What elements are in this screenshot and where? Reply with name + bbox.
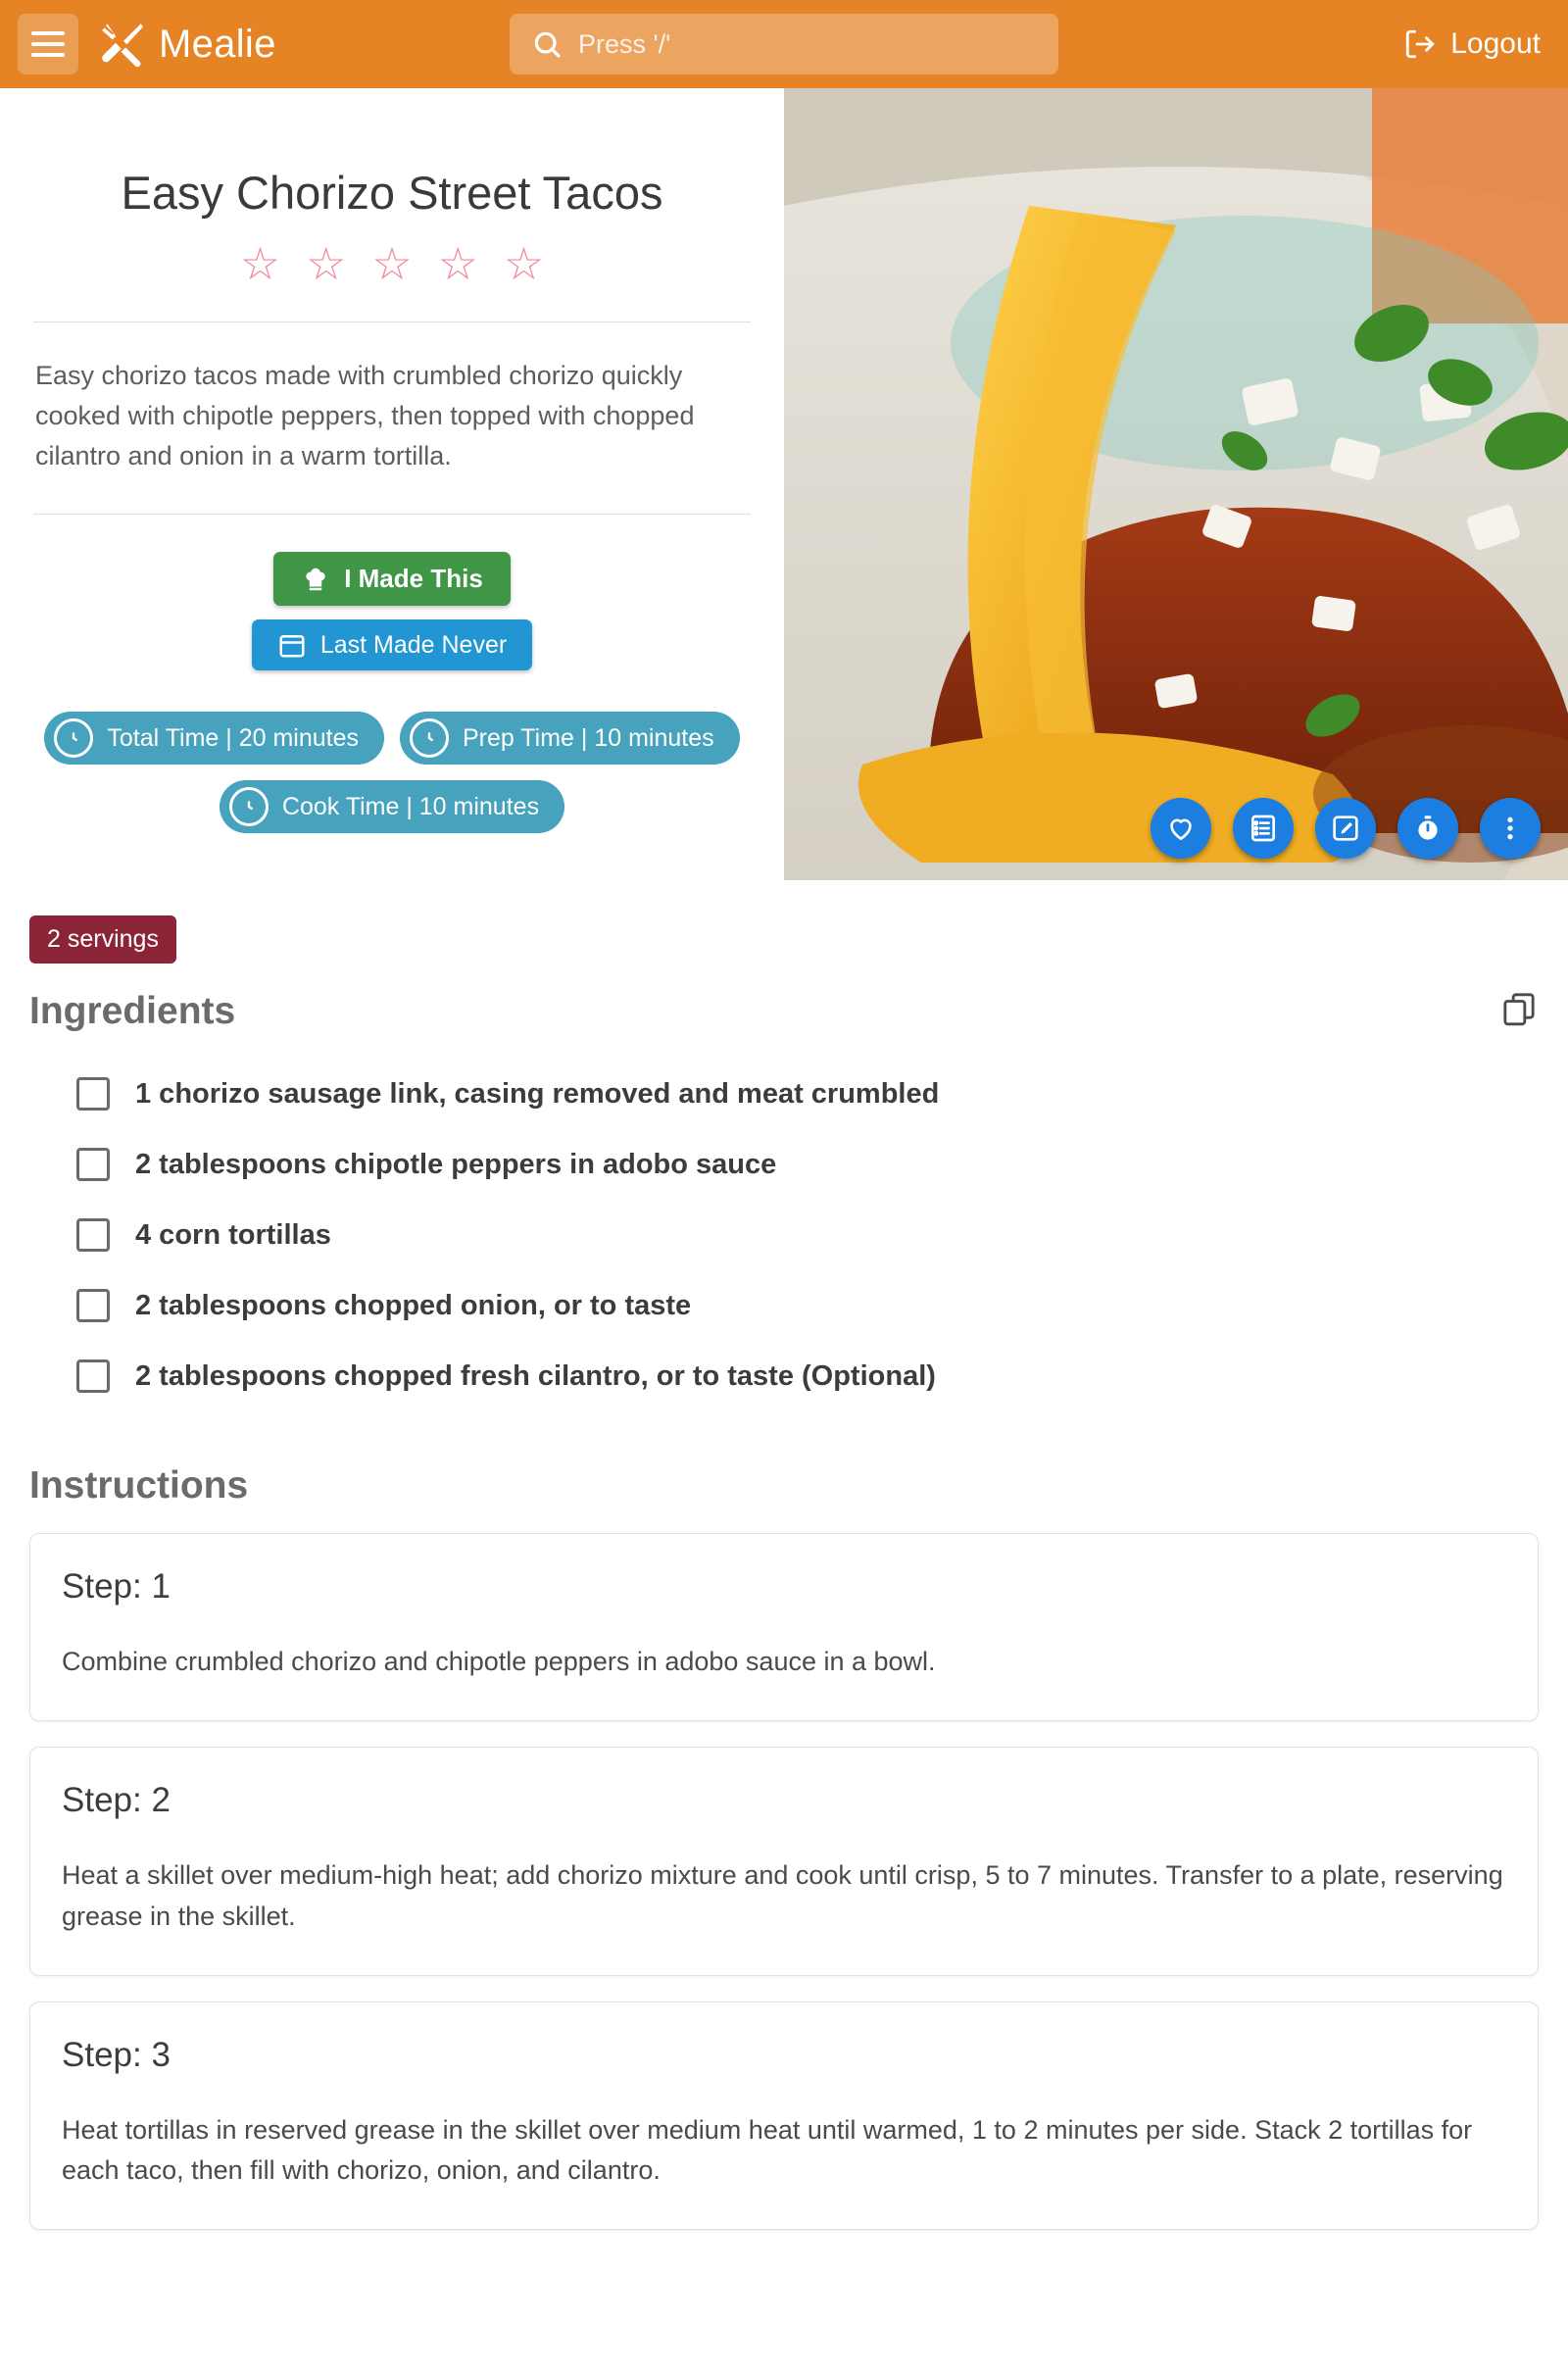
- logout-icon: [1403, 27, 1437, 61]
- app-title: Mealie: [159, 22, 276, 66]
- ingredient-checkbox[interactable]: [76, 1218, 110, 1252]
- tacos-photo: [784, 88, 1568, 880]
- star-icon[interactable]: ☆: [437, 238, 478, 290]
- time-chips: [33, 712, 751, 833]
- instruction-step: [29, 1747, 1539, 1976]
- chef-hat-icon: [301, 565, 330, 594]
- ingredient-label: 2 tablespoons chopped fresh cilantro, or to taste (Optional): [135, 1359, 936, 1392]
- divider: [33, 514, 751, 515]
- ingredient-label: 2 tablespoons chipotle peppers in adobo sauce: [135, 1148, 777, 1180]
- hamburger-menu-icon[interactable]: [18, 14, 78, 74]
- ingredients-list: [29, 1059, 1539, 1411]
- logout-button[interactable]: [1403, 27, 1550, 61]
- cook-time-chip[interactable]: [220, 780, 564, 833]
- step-label: Step: 2: [62, 1780, 171, 1819]
- fork-knife-icon: [92, 14, 153, 74]
- step-text: Heat tortillas in reserved grease in the skillet over medium heat until warmed, 1 to 2 minutes per side. Stack 2 tortillas for each taco, then fill with chorizo, onion, and cilantro.: [62, 2114, 1473, 2186]
- ingredient-checkbox[interactable]: [76, 1359, 110, 1393]
- copy-icon[interactable]: [1499, 989, 1539, 1033]
- last-made-label: Last Made Never: [319, 630, 508, 659]
- divider: [33, 321, 751, 322]
- ingredient-label: 2 tablespoons chopped onion, or to taste: [135, 1289, 692, 1321]
- ingredients-header: [29, 989, 1539, 1033]
- recipe-action-buttons: [1151, 798, 1541, 859]
- star-icon[interactable]: ☆: [239, 238, 281, 290]
- step-label: Step: 1: [62, 1567, 171, 1606]
- ingredient-label: 1 chorizo sausage link, casing removed and meat crumbled: [135, 1077, 940, 1110]
- i-made-this-label: I Made This: [344, 564, 483, 594]
- instruction-step: [29, 2001, 1539, 2231]
- app-bar: [0, 0, 1568, 88]
- instruction-step: [29, 1533, 1539, 1721]
- recipe-image: [784, 88, 1568, 880]
- ingredient-label: 4 corn tortillas: [135, 1218, 331, 1251]
- ingredient-checkbox[interactable]: [76, 1148, 110, 1181]
- star-icon[interactable]: ☆: [306, 238, 347, 290]
- recipe-hero: [0, 88, 1568, 880]
- total-time-label: Total Time | 20 minutes: [107, 723, 359, 752]
- list-item[interactable]: [29, 1200, 1539, 1270]
- calendar-icon: [277, 630, 307, 660]
- total-time-chip[interactable]: [44, 712, 384, 765]
- step-text: Heat a skillet over medium-high heat; add chorizo mixture and cook until crisp, 5 to 7 minutes. Transfer to a plate, reserving grease in the skillet.: [62, 1859, 1503, 1931]
- prep-time-label: Prep Time | 10 minutes: [463, 723, 714, 752]
- more-options-icon[interactable]: [1480, 798, 1541, 859]
- timer-icon[interactable]: [1397, 798, 1458, 859]
- ingredient-checkbox[interactable]: [76, 1077, 110, 1111]
- clock-icon: [54, 718, 93, 758]
- favorite-heart-icon[interactable]: [1151, 798, 1211, 859]
- search-placeholder: Press '/': [578, 28, 671, 59]
- recipe-body: [0, 880, 1568, 2230]
- list-item[interactable]: [29, 1059, 1539, 1129]
- ingredient-checkbox[interactable]: [76, 1289, 110, 1322]
- list-item[interactable]: [29, 1341, 1539, 1411]
- logout-label: Logout: [1450, 27, 1541, 60]
- star-icon[interactable]: ☆: [503, 238, 545, 290]
- search-icon: [531, 28, 563, 60]
- search-input[interactable]: [510, 14, 1058, 74]
- step-label: Step: 3: [62, 2035, 171, 2074]
- servings-badge[interactable]: 2 servings: [29, 915, 176, 964]
- instructions-heading: Instructions: [29, 1464, 249, 1507]
- rating-stars[interactable]: [33, 238, 751, 290]
- clock-icon: [410, 718, 449, 758]
- last-made-button[interactable]: [252, 619, 532, 670]
- edit-icon[interactable]: [1315, 798, 1376, 859]
- step-text: Combine crumbled chorizo and chipotle peppers in adobo sauce in a bowl.: [62, 1647, 936, 1676]
- made-buttons: [33, 552, 751, 670]
- ingredients-heading: Ingredients: [29, 989, 236, 1032]
- cook-time-label: Cook Time | 10 minutes: [281, 792, 540, 820]
- prep-time-chip[interactable]: [400, 712, 740, 765]
- star-icon[interactable]: ☆: [371, 238, 413, 290]
- recipe-summary-panel: [0, 88, 784, 880]
- list-item[interactable]: [29, 1129, 1539, 1200]
- shopping-list-icon[interactable]: [1233, 798, 1294, 859]
- clock-icon: [229, 787, 269, 826]
- i-made-this-button[interactable]: [273, 552, 511, 606]
- list-item[interactable]: [29, 1270, 1539, 1341]
- recipe-description: Easy chorizo tacos made with crumbled chorizo quickly cooked with chipotle peppers, then topped with chopped cilantro and onion in a warm tortilla.: [35, 361, 695, 471]
- page-title: Easy Chorizo Street Tacos: [121, 167, 663, 219]
